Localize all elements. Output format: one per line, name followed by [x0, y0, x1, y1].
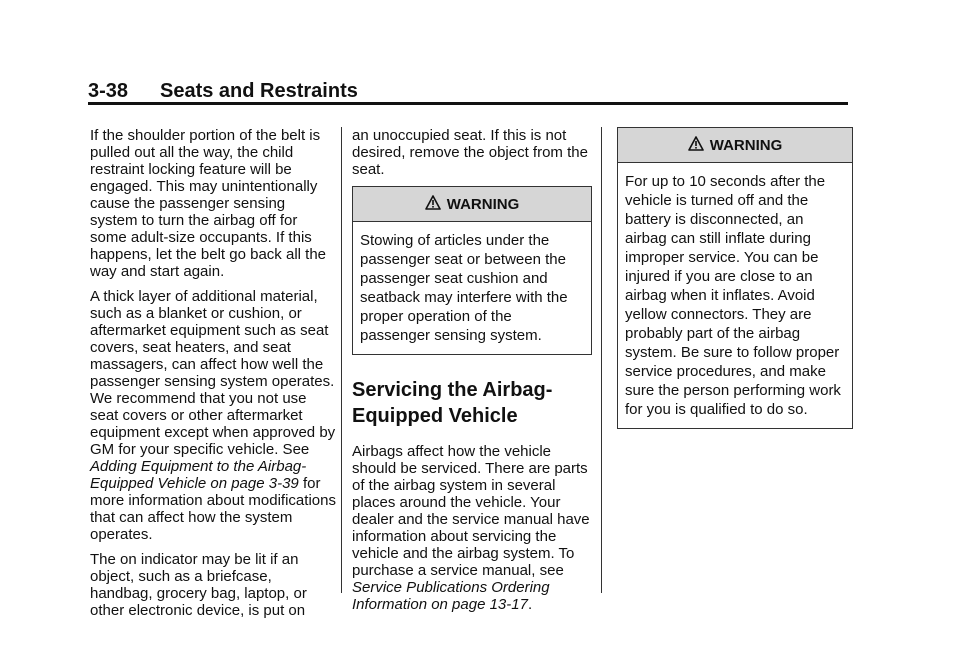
section-title: Seats and Restraints: [160, 80, 358, 102]
column-left: [90, 127, 336, 627]
warning-title: WARNING: [446, 195, 520, 213]
warning-box: [352, 186, 592, 355]
page-number: 3-38: [88, 80, 129, 102]
cross-reference-link[interactable]: Adding Equipment to the Airbag-Equipped Vehicle on page 3-39: [90, 458, 307, 492]
column-right: [617, 127, 853, 429]
warning-box: [617, 127, 853, 429]
paragraph-text: .: [527, 596, 533, 613]
column-middle: [352, 127, 592, 621]
warning-triangle-icon: [688, 136, 704, 155]
warning-triangle-icon: [425, 195, 441, 214]
section-heading: Servicing the Airbag-Equipped Vehicle: [352, 379, 553, 427]
paragraph: [352, 443, 592, 613]
warning-header: [618, 128, 852, 163]
paragraph: The on indicator may be lit if an object, such as a briefcase, handbag, grocery bag, laptop, or other electronic device, is put on: [90, 551, 307, 619]
page-header: [88, 80, 848, 105]
warning-title: WARNING: [709, 136, 783, 154]
column-divider: [601, 127, 602, 593]
paragraph: If the shoulder portion of the belt is pulled out all the way, the child restraint locking feature will be engaged. This may unintentionally cause the passenger sensing system to turn the airbag off for some adult-size occupants. If this happens, let the belt go back all the way and start again.: [90, 127, 327, 280]
column-divider: [341, 127, 342, 593]
paragraph: an unoccupied seat. If this is not desired, remove the object from the seat.: [352, 127, 588, 178]
paragraph-text: for more information about modifications that can affect how the system operates.: [90, 475, 336, 543]
warning-text: For up to 10 seconds after the vehicle is turned off and the battery is disconnected, an airbag can still inflate during improper service. You can be injured if you are close to an airbag when it inflates. Avoid yellow connectors. They are probably part of the airbag system. Be sure to follow proper service procedures, and make sure the person performing work for you is qualified to do so.: [625, 173, 841, 418]
paragraph-text: A thick layer of additional material, such as a blanket or cushion, or aftermarket equipment such as seat covers, seat heaters, and seat massagers, can affect how well the passenger sensing system operates. We recommend that you not use seat covers or other aftermarket equipment except when approved by GM for your specific vehicle. See: [90, 288, 336, 458]
cross-reference-link[interactable]: Service Publications Ordering Information on page 13-17: [352, 579, 550, 613]
warning-text: Stowing of articles under the passenger seat or between the passenger seat cushion and seatback may interfere with the proper operation of the passenger sensing system.: [360, 232, 568, 344]
warning-header: [353, 187, 591, 222]
paragraph-text: Airbags affect how the vehicle should be serviced. There are parts of the airbag system in several places around the vehicle. Your dealer and the service manual have information about servicing the vehicle and the airbag system. To purchase a service manual, see: [352, 443, 590, 579]
paragraph: [90, 288, 336, 543]
